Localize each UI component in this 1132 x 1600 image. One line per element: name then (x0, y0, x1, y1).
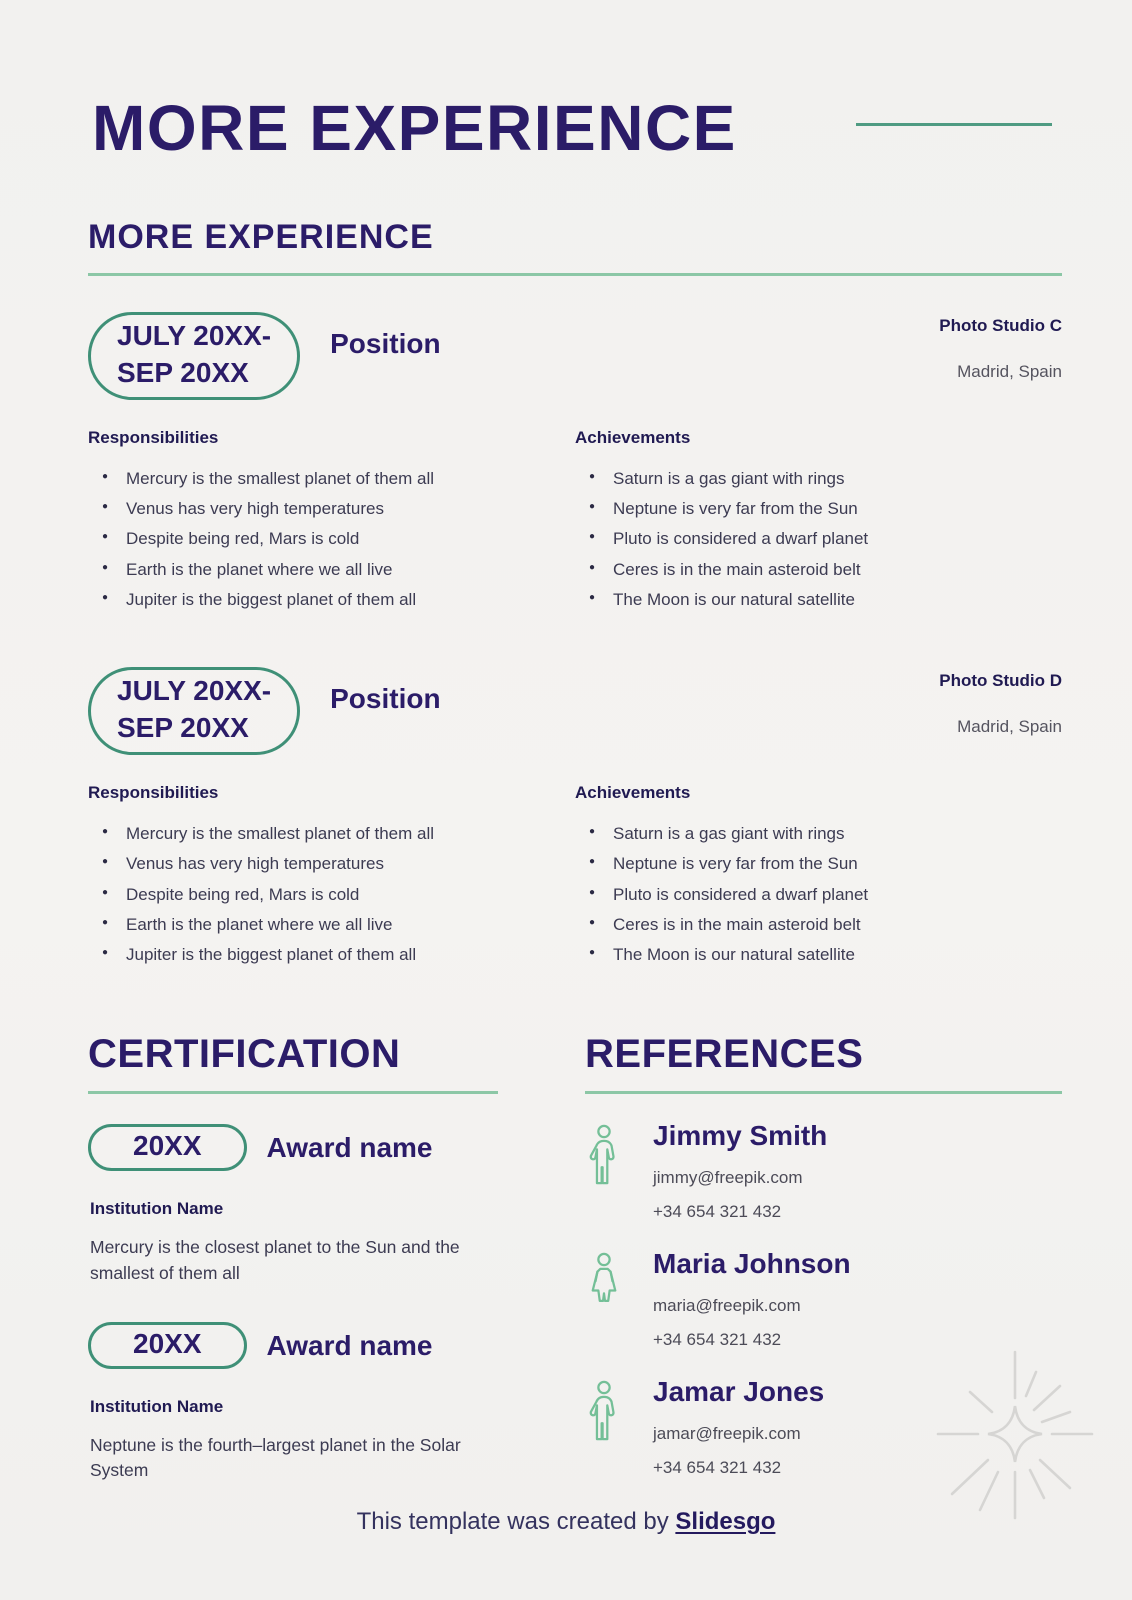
entry-lists (88, 783, 1062, 974)
experience-entry (88, 312, 1062, 619)
achievements-list (575, 468, 1032, 610)
list-item: ● Saturn is a gas giant with rings (589, 468, 1032, 489)
responsibilities-label: Responsibilities (88, 783, 219, 803)
company-location: Madrid, Spain (957, 717, 1062, 737)
entry-lists (88, 428, 1062, 619)
date-line-1: JULY 20XX- (117, 675, 272, 707)
experience-entry (88, 667, 1062, 974)
contact-body (653, 1120, 827, 1222)
date-line-1: JULY 20XX- (117, 320, 272, 351)
award-name: Award name (266, 1131, 433, 1163)
list-item: ● The Moon is our natural satellite (589, 589, 1032, 610)
reference-contact (585, 1248, 1062, 1350)
list-item: ● Earth is the planet where we all live (102, 914, 545, 935)
contact-body (653, 1376, 824, 1478)
page-title: MORE EXPERIENCE (92, 92, 737, 164)
achievements-column (575, 783, 1062, 974)
person-female-icon (585, 1248, 625, 1350)
award-row (88, 1124, 498, 1171)
achievements-column (575, 428, 1062, 619)
list-item: ● Neptune is very far from the Sun (589, 853, 1032, 874)
contact-email: maria@freepik.com (653, 1296, 801, 1316)
position-title: Position (330, 328, 441, 359)
list-item: ● Pluto is considered a dwarf planet (589, 528, 1032, 549)
contact-name: Maria Johnson (653, 1248, 851, 1280)
bottom-sections (88, 1032, 1062, 1484)
list-item: ● Ceres is in the main asteroid belt (589, 559, 1032, 580)
page-header (0, 0, 1132, 164)
list-item: ● Despite being red, Mars is cold (102, 884, 545, 905)
experience-entry-header (88, 312, 1062, 400)
date-line-2: SEP 20XX (117, 712, 249, 744)
contact-phone: +34 654 321 432 (653, 1458, 782, 1478)
footer-text: This template was created by (356, 1508, 676, 1535)
responsibilities-list (88, 468, 545, 610)
date-line-2: SEP 20XX (117, 356, 249, 388)
experience-section (88, 218, 1062, 974)
responsibilities-column (88, 783, 575, 974)
list-item: ● The Moon is our natural satellite (589, 944, 1032, 965)
experience-heading: MORE EXPERIENCE (88, 218, 1062, 276)
contact-phone: +34 654 321 432 (653, 1330, 782, 1350)
company-name: Photo Studio D (939, 671, 1062, 691)
experience-entry-header (88, 667, 1062, 755)
footer-credit (0, 1508, 1132, 1536)
list-item: ● Ceres is in the main asteroid belt (589, 914, 1032, 935)
list-item: ● Saturn is a gas giant with rings (589, 823, 1032, 844)
contact-phone: +34 654 321 432 (653, 1202, 782, 1222)
slidesgo-link[interactable]: Slidesgo (675, 1508, 776, 1535)
achievements-list (575, 823, 1032, 965)
contact-name: Jamar Jones (653, 1376, 825, 1408)
achievements-label: Achievements (575, 427, 691, 447)
responsibilities-label: Responsibilities (88, 427, 219, 447)
achievements-label: Achievements (575, 783, 691, 803)
list-item: ● Pluto is considered a dwarf planet (589, 884, 1032, 905)
list-item: ● Venus has very high temperatures (102, 853, 545, 874)
position-title: Position (330, 683, 441, 715)
list-item: ● Jupiter is the biggest planet of them all (102, 589, 545, 610)
institution-name: Institution Name (90, 1199, 224, 1219)
certification-section (88, 1032, 498, 1484)
list-item: ● Mercury is the smallest planet of them all (102, 823, 545, 844)
list-item: ● Venus has very high temperatures (102, 498, 545, 519)
person-male-icon (585, 1120, 625, 1222)
list-item: ● Mercury is the smallest planet of them all (102, 468, 545, 489)
certification-entry (88, 1322, 498, 1484)
year-pill: 20XX (88, 1124, 247, 1171)
company-block (939, 312, 1062, 382)
award-name: Award name (266, 1329, 433, 1361)
certification-description: Neptune is the fourth–largest planet in the Solar System (90, 1435, 461, 1481)
list-item: ● Earth is the planet where we all live (102, 559, 545, 580)
contact-body (653, 1248, 851, 1350)
contact-email: jimmy@freepik.com (653, 1168, 803, 1188)
company-location: Madrid, Spain (957, 362, 1062, 381)
company-name: Photo Studio C (939, 316, 1062, 335)
reference-contact (585, 1120, 1062, 1222)
list-item: ● Despite being red, Mars is cold (102, 528, 545, 549)
title-accent-line (856, 123, 1052, 126)
list-item: ● Jupiter is the biggest planet of them all (102, 944, 545, 965)
date-range-pill (88, 312, 300, 400)
award-row (88, 1322, 498, 1369)
responsibilities-column (88, 428, 575, 619)
list-item: ● Neptune is very far from the Sun (589, 498, 1032, 519)
contact-name: Jimmy Smith (653, 1120, 828, 1152)
date-range-pill (88, 667, 300, 755)
certification-heading: CERTIFICATION (88, 1032, 498, 1094)
person-male-icon (585, 1376, 625, 1478)
company-block (939, 667, 1062, 737)
contact-email: jamar@freepik.com (653, 1424, 801, 1444)
responsibilities-list (88, 823, 545, 965)
year-pill: 20XX (88, 1322, 247, 1369)
references-heading: REFERENCES (585, 1032, 1062, 1094)
sparkle-icon (930, 1342, 1100, 1532)
institution-name: Institution Name (90, 1397, 224, 1417)
certification-description: Mercury is the closest planet to the Sun and the smallest of them all (90, 1237, 460, 1283)
certification-entry (88, 1124, 498, 1286)
